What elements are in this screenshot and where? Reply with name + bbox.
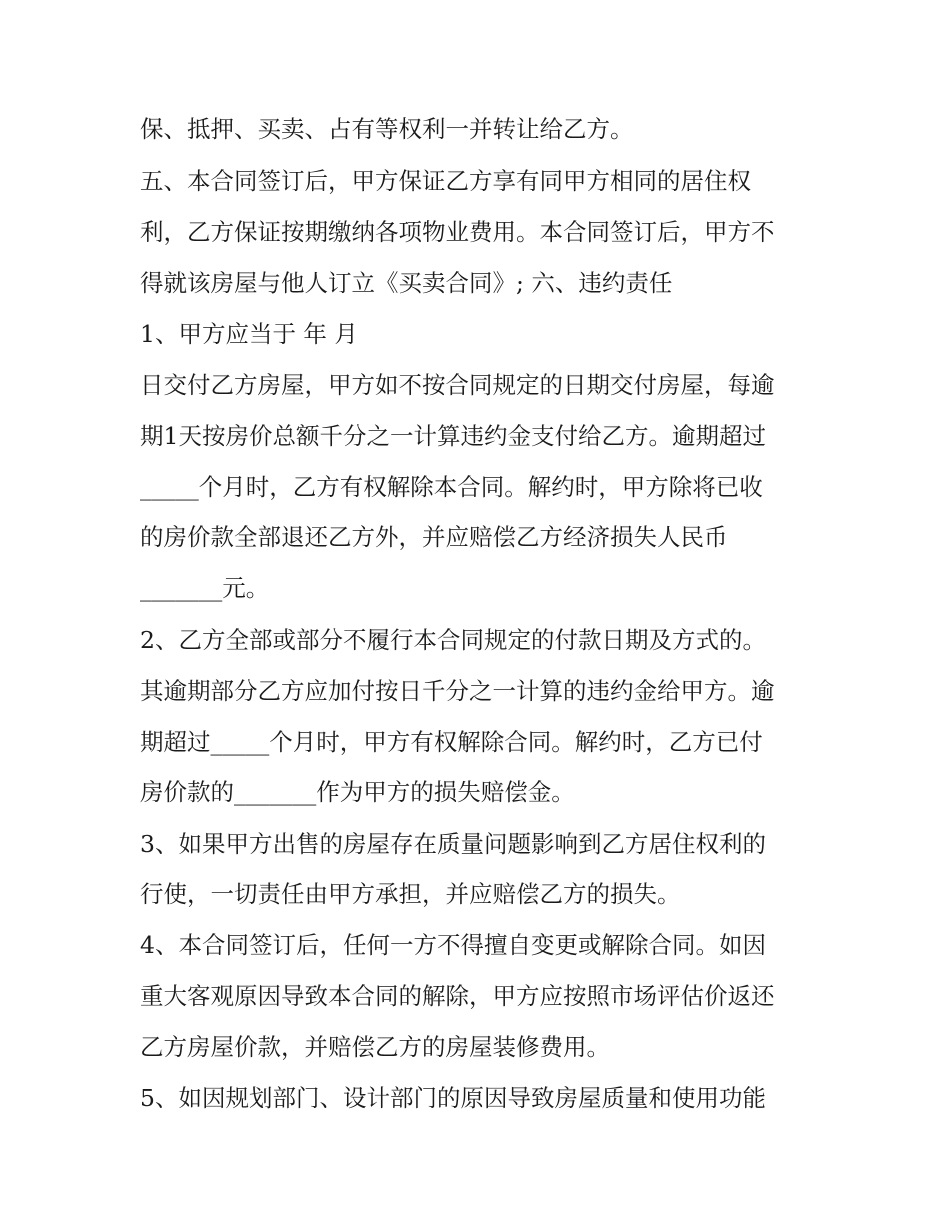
text-line: _______元。	[140, 574, 270, 602]
text-line: 重大客观原因导致本合同的解除，甲方应按照市场评估价返还	[140, 982, 775, 1010]
text-line: 行使，一切责任由甲方承担，并应赔偿乙方的损失。	[140, 880, 681, 908]
text-line: 利，乙方保证按期缴纳各项物业费用。本合同签订后，甲方不	[140, 218, 775, 246]
text-line: 期1天按房价总额千分之一计算违约金支付给乙方。逾期超过	[140, 422, 766, 450]
text-line: 得就该房屋与他人订立《买卖合同》; 六、违约责任	[140, 269, 673, 297]
text-line: 日交付乙方房屋，甲方如不按合同规定的日期交付房屋，每逾	[140, 371, 775, 399]
text-line: 4、本合同签订后，任何一方不得擅自变更或解除合同。如因	[140, 931, 766, 959]
text-line: 期超过_____个月时，甲方有权解除合同。解约时，乙方已付	[140, 728, 763, 756]
text-line: 的房价款全部退还乙方外，并应赔偿乙方经济损失人民币	[140, 523, 728, 551]
text-line: 3、如果甲方出售的房屋存在质量问题影响到乙方居住权利的	[140, 830, 766, 858]
text-line: 1、甲方应当于 年 月	[140, 320, 358, 348]
text-line: 保、抵押、买卖、占有等权利一并转让给乙方。	[140, 115, 634, 143]
text-line: 其逾期部分乙方应加付按日千分之一计算的违约金给甲方。逾	[140, 677, 775, 705]
text-line: 五、本合同签订后，甲方保证乙方享有同甲方相同的居住权	[140, 167, 751, 195]
text-line: 2、乙方全部或部分不履行本合同规定的付款日期及方式的。	[140, 626, 766, 654]
text-line: 乙方房屋价款，并赔偿乙方的房屋装修费用。	[140, 1033, 610, 1061]
text-line: _____个月时，乙方有权解除本合同。解约时，甲方除将已收	[140, 473, 763, 501]
text-line: 房价款的_______作为甲方的损失赔偿金。	[140, 778, 575, 806]
text-line: 5、如因规划部门、设计部门的原因导致房屋质量和使用功能	[140, 1084, 766, 1112]
